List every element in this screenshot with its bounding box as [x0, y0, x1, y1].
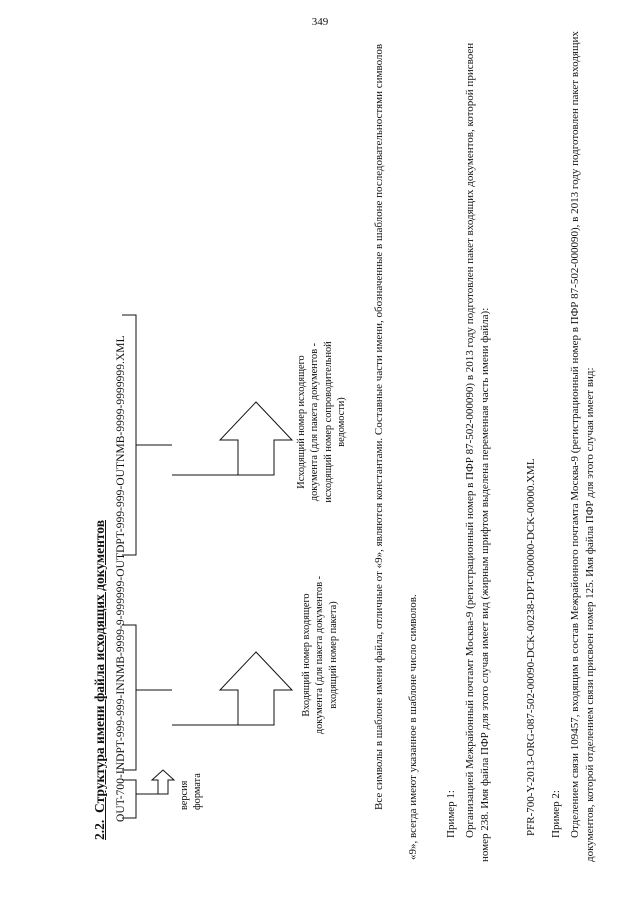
example-1-filename: PFR-700-Y-2013-ORG-087-502-00090-DCK-00238-DPT-000000-DCK-00000.XML	[525, 458, 537, 836]
example-1-heading: Пример 1:	[445, 790, 457, 838]
incoming-bracket	[122, 625, 136, 770]
example-2-heading: Пример 2:	[550, 790, 562, 838]
section-title: Структура имени файла исходящих документов	[92, 519, 107, 813]
rotated-page-content	[60, 10, 635, 880]
version-bracket	[122, 780, 136, 818]
label-version: версия формата	[179, 773, 204, 810]
outgoing-bracket	[122, 315, 136, 555]
example-2-text: Отделением связи 109457, входящим в состав Межрайонного почтамта Москва-9 (регистрационный номер в ПФР 87-502-000090), в 2013 году подготовлен пакет входящих документов, которой отделением связи присвоен номер 125. Имя файла ПФР для этого случая имеет вид:	[569, 31, 596, 862]
page-number: 349	[311, 16, 329, 28]
label-outgoing: Исходящий номер исходящего документа (для пакета документов - исходящий номер сопроводительной ведомости)	[296, 341, 348, 503]
example-1-text: Организацией Межрайонный почтамт Москва-9 (регистрационный номер в ПФР 87-502-000090) в 2013 году подготовлен пакет входящих документов, которой присвоен номер 238. Имя файла ПФР для этого случая имеет вид (жирным шрифтом выделена переменная часть имени файла):	[464, 42, 491, 862]
version-arrow	[148, 770, 174, 794]
section-number: 2.2.	[92, 819, 107, 840]
outgoing-arrow	[172, 402, 292, 475]
label-incoming: Входящий номер входящего документа (для пакета документов - входящий номер пакета)	[301, 575, 339, 735]
note-paragraph: Все символы в шаблоне имени файла, отличные от «9», являются константами. Составные части имени, обозначенные в шаблоне последовательностями символов «9», всегда имеют указанное в шаблоне число символов.	[373, 43, 419, 860]
filename-template: OUT-700-INDPT-999-999-INNMB-9999-9-999999-OUTDPT-999-999-OUTNMB-9999-9999999.XML	[115, 335, 127, 822]
incoming-arrow	[172, 652, 292, 725]
